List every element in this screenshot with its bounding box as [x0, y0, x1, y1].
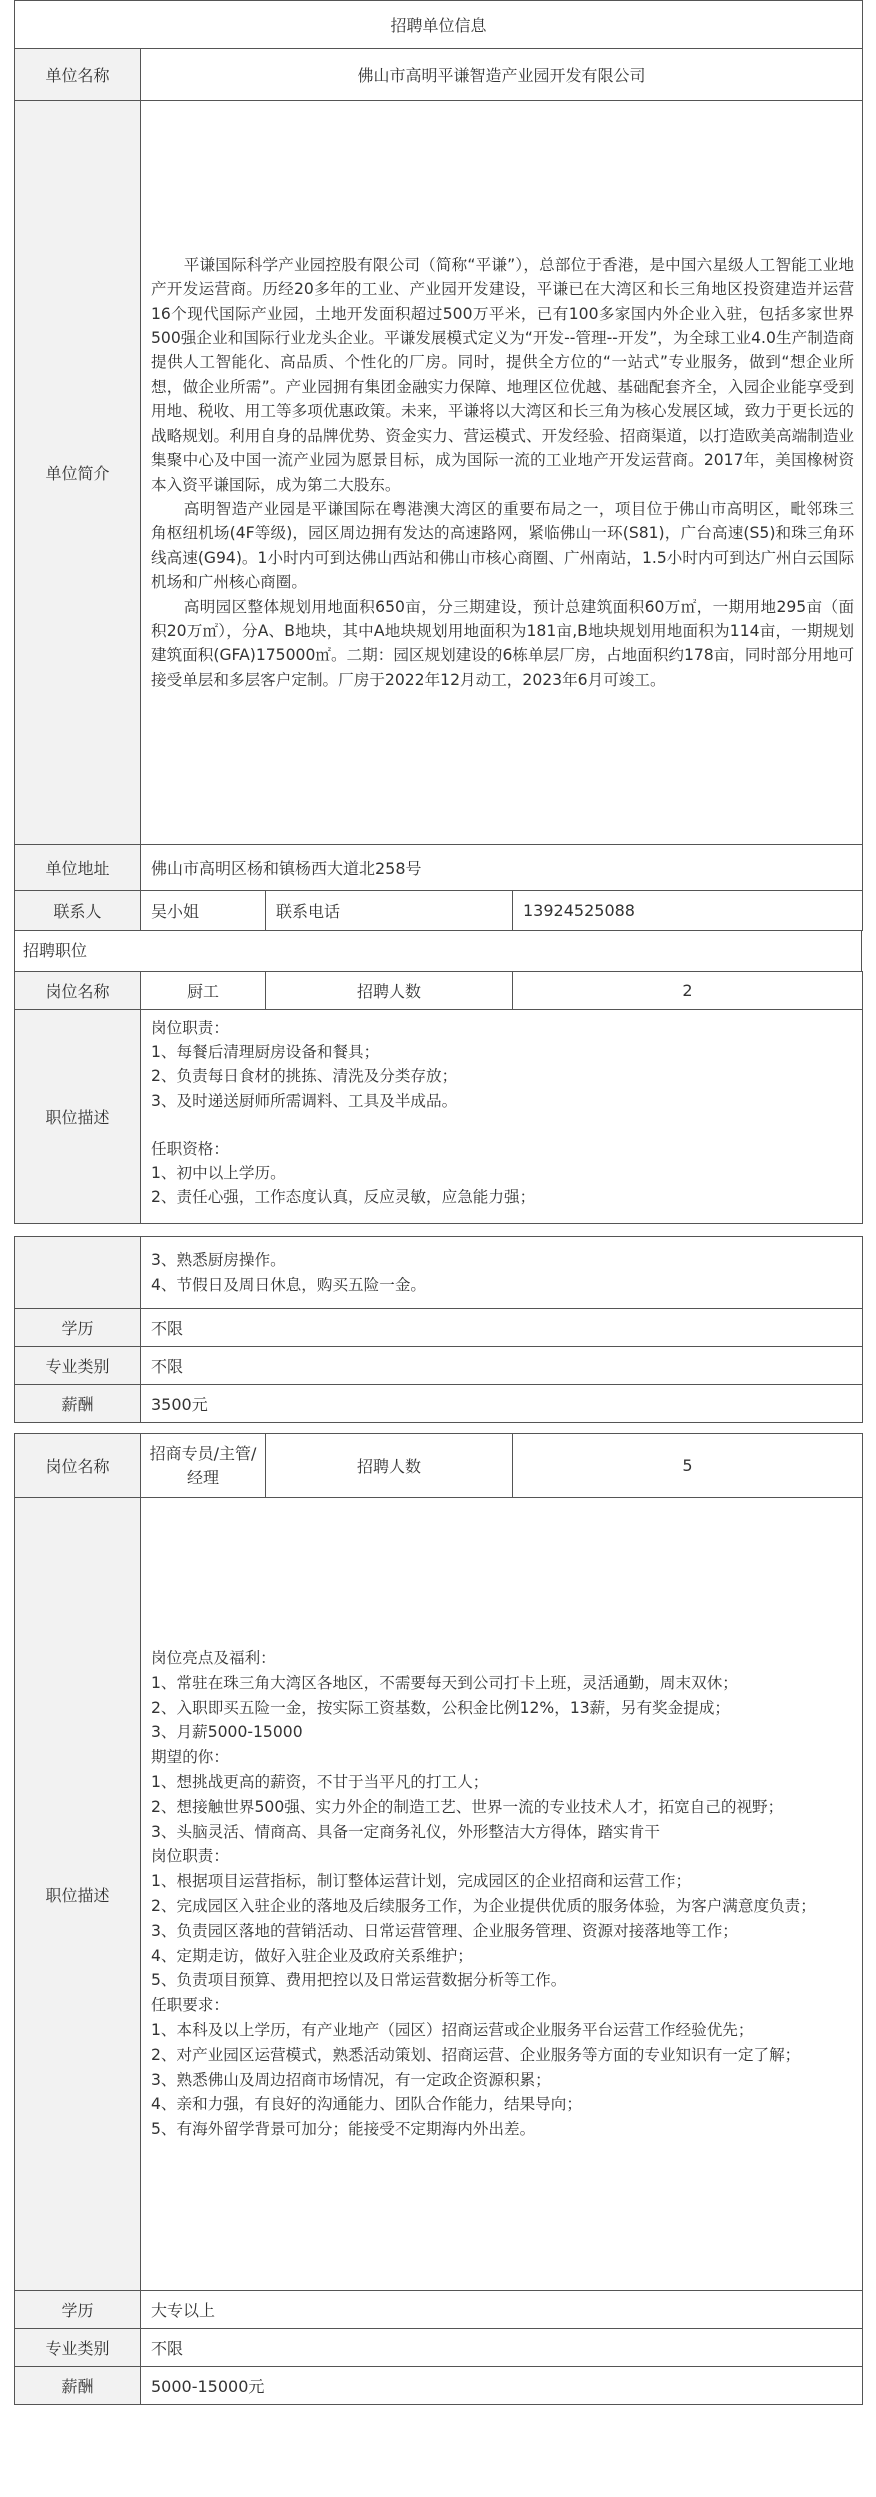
company-intro-label: 单位简介 — [15, 101, 141, 845]
desc-line: 4、节假日及周日休息，购买五险一金。 — [151, 1275, 427, 1294]
desc-line: 2、想接触世界500强、实力外企的制造工艺、世界一流的专业技术人才，拓宽自己的视野； — [151, 1797, 784, 1816]
desc-line: 岗位亮点及福利： — [151, 1649, 276, 1668]
job-title-label: 岗位名称 — [15, 972, 141, 1010]
desc-line: 1、常驻在珠三角大湾区各地区，不需要每天到公司打卡上班，灵活通勤，周末双休； — [151, 1673, 738, 1692]
contact-person: 吴小姐 — [141, 891, 266, 931]
desc-line: 任职资格： — [151, 1139, 229, 1158]
education-label: 学历 — [15, 2291, 141, 2329]
company-info-table — [14, 0, 863, 931]
job-desc-label: 职位描述 — [15, 1498, 141, 2291]
headcount: 5 — [513, 1434, 863, 1498]
desc-line: 3、及时递送厨师所需调料、工具及半成品。 — [151, 1091, 458, 1110]
job-desc-label-continued — [15, 1237, 141, 1309]
major: 不限 — [141, 1347, 863, 1385]
section-gap — [14, 1423, 862, 1433]
contact-phone: 13924525088 — [513, 891, 863, 931]
salary-label: 薪酬 — [15, 1385, 141, 1423]
desc-line: 3、熟悉厨房操作。 — [151, 1251, 286, 1270]
salary-label: 薪酬 — [15, 2367, 141, 2405]
intro-paragraph: 高明园区整体规划用地面积650亩，分三期建设，预计总建筑面积60万㎡，一期用地295亩（面积20万㎡），分A、B地块，其中A地块规划用地面积为181亩,B地块规划用地面积为114亩，一期规划建筑面积(GFA)175000㎡。二期：园区规划建设的6栋单层厂房，占地面积约178亩，同时部分用地可接受单层和多层客户定制。厂房于2022年12月动工，2023年6月可竣工。 — [151, 597, 855, 689]
section-title: 招聘单位信息 — [15, 1, 863, 49]
headcount: 2 — [513, 972, 863, 1010]
job-table-2 — [14, 1433, 863, 2405]
job-desc — [141, 1010, 863, 1224]
desc-line: 岗位职责： — [151, 1019, 229, 1037]
intro-paragraph: 平谦国际科学产业园控股有限公司（简称“平谦”），总部位于香港，是中国六星级人工智能工业地产开发运营商。历经20多年的工业、产业园开发建设，平谦已在大湾区和长三角地区投资建造并运营16个现代国际产业园，土地开发面积超过500万平米，已有100多家国内外企业入驻，包括多家世界500强企业和国际行业龙头企业。平谦发展模式定义为“开发--管理--开发”，为全球工业4.0生产制造商提供人工智能化、高品质、个性化的厂房。同时，提供全方位的“一站式”专业服务，做到“想企业所想，做企业所需”。产业园拥有集团金融实力保障、地理区位优越、基础配套齐全，入园企业能享受到用地、税收、用工等多项优惠政策。未来，平谦将以大湾区和长三角为核心发展区域，致力于更长远的战略规划。利用自身的品牌优势、资金实力、营运模式、开发经验、招商渠道，以打造欧美高端制造业集聚中心及中国一流产业园为愿景目标，成为国际一流的工业地产开发运营商。2017年，美国橡树资本入资平谦国际，成为第二大股东。 — [151, 255, 855, 494]
salary: 5000-15000元 — [141, 2367, 863, 2405]
job-desc-continued — [141, 1237, 863, 1309]
job-table-1-continued — [14, 1236, 863, 1423]
desc-line: 2、对产业园区运营模式，熟悉活动策划、招商运营、企业服务等方面的专业知识有一定了解； — [151, 2045, 801, 2064]
desc-line: 岗位职责： — [151, 1847, 229, 1866]
desc-line: 任职要求： — [151, 1996, 229, 2015]
job-title: 招商专员/主管/经理 — [141, 1434, 266, 1498]
company-address: 佛山市高明区杨和镇杨西大道北258号 — [141, 845, 863, 891]
education-label: 学历 — [15, 1309, 141, 1347]
desc-line: 4、亲和力强，有良好的沟通能力、团队合作能力，结果导向； — [151, 2095, 582, 2114]
job-desc — [141, 1498, 863, 2291]
desc-line: 2、入职即买五险一金，按实际工资基数，公积金比例12%，13薪，另有奖金提成； — [151, 1698, 731, 1717]
desc-line: 2、完成园区入驻企业的落地及后续服务工作，为企业提供优质的服务体验，为客户满意度负责； — [151, 1897, 816, 1915]
job-title-label: 岗位名称 — [15, 1434, 141, 1498]
desc-line: 期望的你： — [151, 1748, 229, 1767]
desc-line: 2、责任心强，工作态度认真，反应灵敏，应急能力强； — [151, 1188, 536, 1207]
desc-line: 3、负责园区落地的营销活动、日常运营管理、企业服务管理、资源对接落地等工作； — [151, 1921, 738, 1940]
headcount-label: 招聘人数 — [266, 972, 513, 1010]
desc-line: 1、初中以上学历。 — [151, 1164, 286, 1183]
major-label: 专业类别 — [15, 2329, 141, 2367]
major-label: 专业类别 — [15, 1347, 141, 1385]
positions-header: 招聘职位 — [14, 931, 862, 971]
desc-line: 4、定期走访，做好入驻企业及政府关系维护； — [151, 1946, 473, 1965]
desc-line: 3、头脑灵活、情商高、具备一定商务礼仪，外形整洁大方得体，踏实肯干 — [151, 1822, 660, 1841]
salary: 3500元 — [141, 1385, 863, 1423]
desc-line: 5、负责项目预算、费用把控以及日常运营数据分析等工作。 — [151, 1971, 567, 1990]
job-table-1 — [14, 971, 863, 1224]
desc-line: 1、根据项目运营指标，制订整体运营计划，完成园区的企业招商和运营工作； — [151, 1872, 692, 1891]
major: 不限 — [141, 2329, 863, 2367]
desc-line: 2、负责每日食材的挑拣、清洗及分类存放； — [151, 1067, 458, 1086]
intro-paragraph: 高明智造产业园是平谦国际在粤港澳大湾区的重要布局之一，项目位于佛山市高明区，毗邻珠三角枢纽机场(4F等级)，园区周边拥有发达的高速路网，紧临佛山一环(S81)，广台高速(S5)和珠三角环线高速(G94)。1小时内可到达佛山西站和佛山市核心商圈、广州南站，1.5小时内可到达广州白云国际机场和广州核心商圈。 — [151, 499, 855, 592]
recruitment-document — [14, 0, 862, 2405]
company-intro — [141, 101, 863, 845]
desc-line: 3、月薪5000-15000 — [151, 1723, 303, 1742]
job-desc-label: 职位描述 — [15, 1010, 141, 1224]
headcount-label: 招聘人数 — [266, 1434, 513, 1498]
company-name: 佛山市高明平谦智造产业园开发有限公司 — [141, 49, 863, 101]
page-break-gap — [14, 1224, 862, 1236]
desc-line: 5、有海外留学背景可加分；能接受不定期海内外出差。 — [151, 2120, 536, 2139]
education: 不限 — [141, 1309, 863, 1347]
contact-label: 联系人 — [15, 891, 141, 931]
desc-line: 1、本科及以上学历，有产业地产（园区）招商运营或企业服务平台运营工作经验优先； — [151, 2020, 754, 2039]
desc-line: 1、想挑战更高的薪资，不甘于当平凡的打工人； — [151, 1773, 489, 1792]
education: 大专以上 — [141, 2291, 863, 2329]
desc-line — [151, 1113, 854, 1137]
phone-label: 联系电话 — [266, 891, 513, 931]
job-title: 厨工 — [141, 972, 266, 1010]
desc-line: 3、熟悉佛山及周边招商市场情况，有一定政企资源积累； — [151, 2070, 551, 2089]
desc-line: 1、每餐后清理厨房设备和餐具； — [151, 1043, 380, 1062]
company-name-label: 单位名称 — [15, 49, 141, 101]
address-label: 单位地址 — [15, 845, 141, 891]
